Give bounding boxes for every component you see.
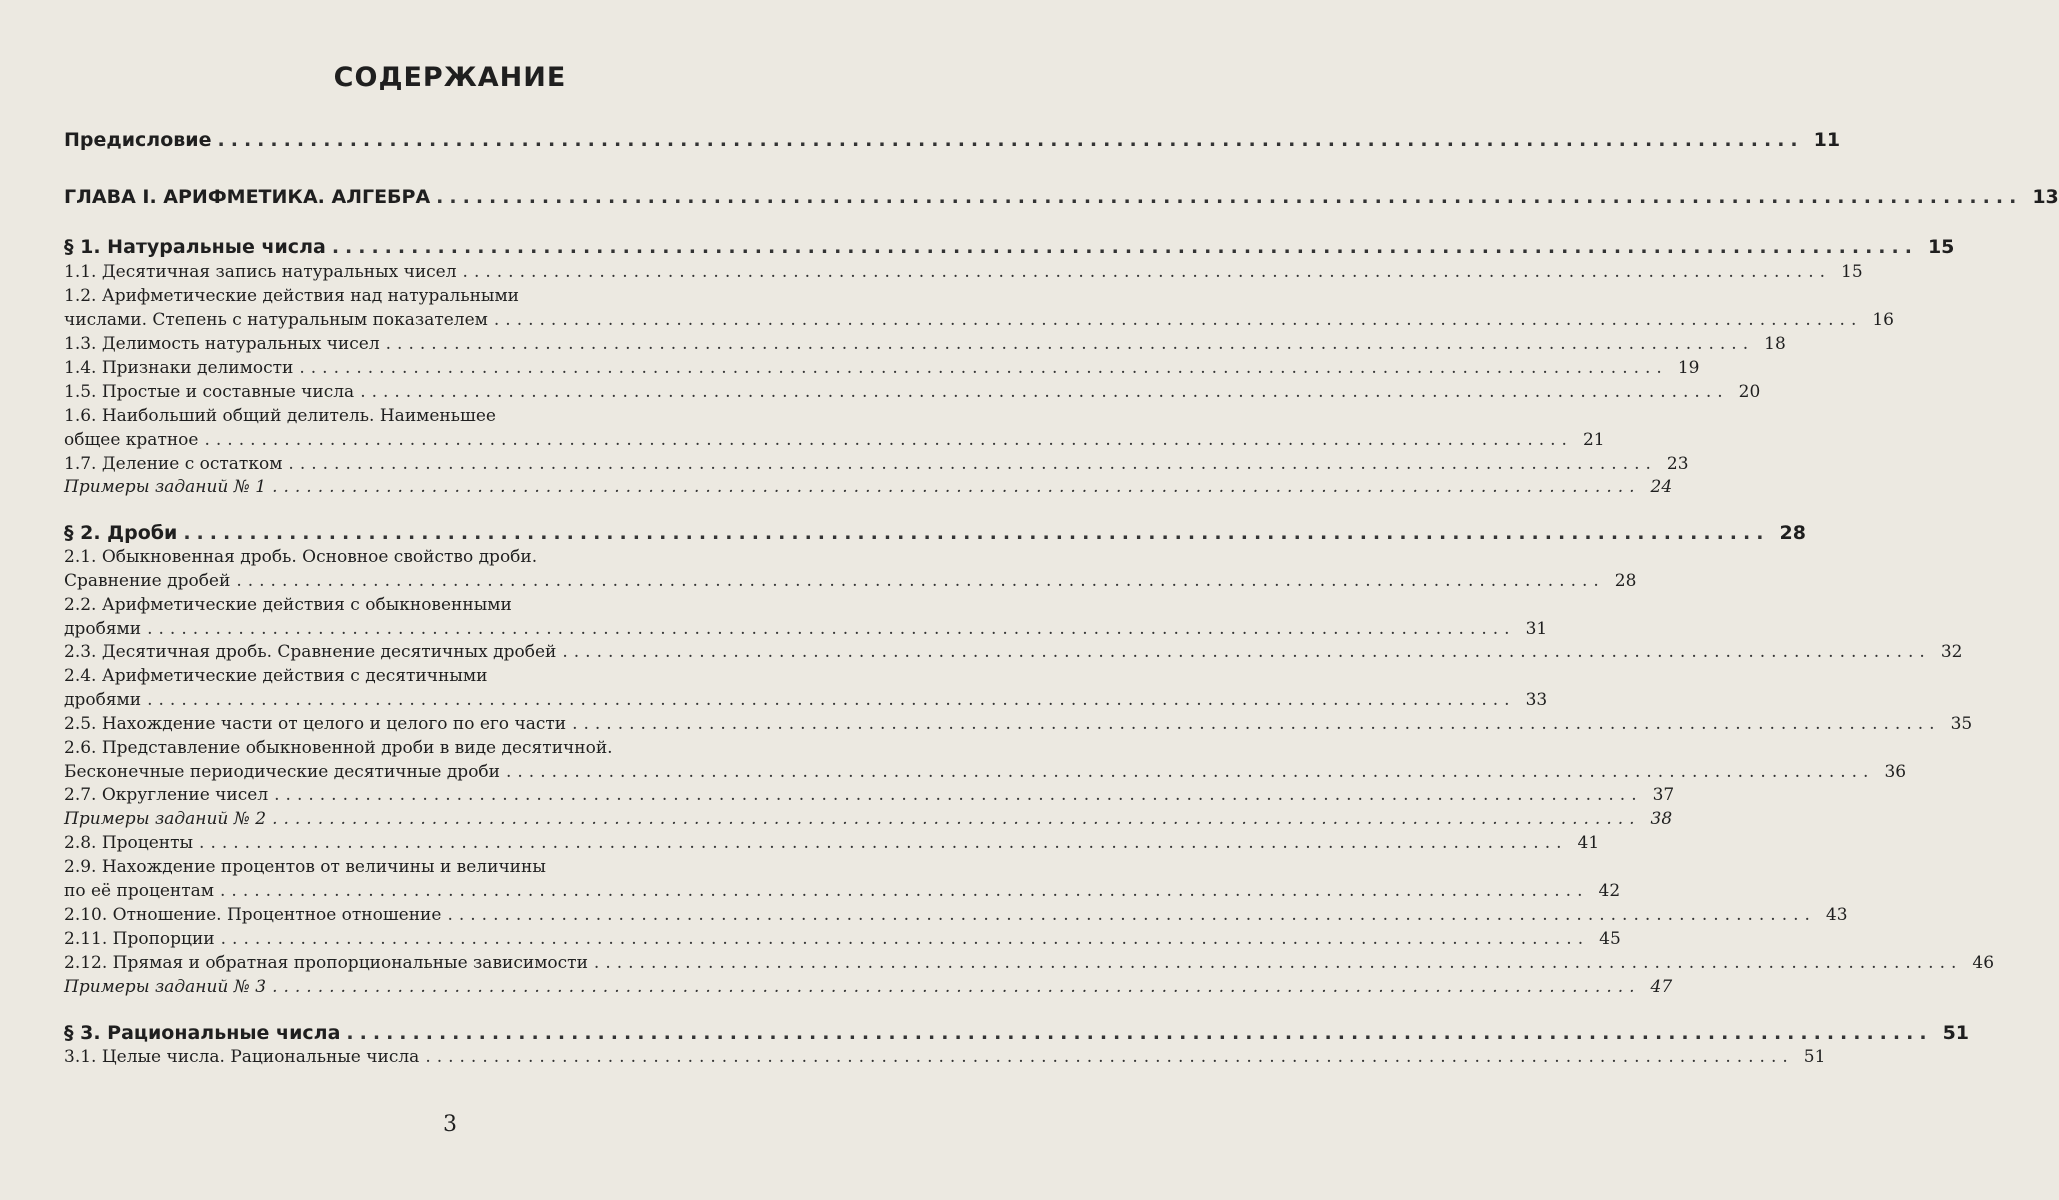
toc-entry xyxy=(64,685,1548,711)
toc-entry-page: 36 xyxy=(1884,762,1907,782)
toc-entry-page: 28 xyxy=(1779,522,1806,544)
dot-leader: ........................................................................................................................ xyxy=(147,690,1516,710)
toc-entry xyxy=(64,232,1955,258)
toc-entry-title: 1.7. Деление с остатком xyxy=(64,454,283,474)
toc-entry xyxy=(64,281,800,307)
dot-leader: ........................................................................................................................ xyxy=(217,129,1804,151)
dot-leader: ........................................................................................................................ xyxy=(493,310,1863,330)
toc-entry-title: 1.4. Признаки делимости xyxy=(64,358,294,378)
toc-entry xyxy=(64,257,1863,283)
dot-leader: ........................................................................................................................ xyxy=(199,833,1568,853)
dot-leader: ........................................................................................................................ xyxy=(572,714,1941,734)
toc-entry-title: 2.10. Отношение. Процентное отношение xyxy=(64,905,442,925)
toc-entry xyxy=(64,377,1761,403)
toc-entry-title: 2.8. Проценты xyxy=(64,833,194,853)
toc-entry-title: Примеры заданий № 3 xyxy=(64,977,267,997)
toc-entry-page: 16 xyxy=(1872,310,1894,330)
toc-entry-title: 2.3. Десятичная дробь. Сравнение десятичных дробей xyxy=(64,642,557,662)
toc-entry-page: 41 xyxy=(1577,833,1600,853)
toc-entry-title: числами. Степень с натуральным показателем xyxy=(64,310,488,330)
toc-entry xyxy=(64,780,1675,806)
dot-leader: ........................................................................................................................ xyxy=(385,334,1755,354)
toc-entry-page: 21 xyxy=(1582,430,1605,450)
toc-entry-title: § 2. Дроби xyxy=(64,522,178,544)
toc-entry-title: 1.1. Десятичная запись натуральных чисел xyxy=(64,262,457,282)
toc-entry-title: Примеры заданий № 1 xyxy=(64,477,267,497)
toc-entry xyxy=(64,425,1605,451)
toc-entry-page: 43 xyxy=(1825,905,1848,925)
toc-entry xyxy=(64,876,1621,902)
toc-entry-page: 37 xyxy=(1652,785,1675,805)
toc-entry-title: 2.7. Округление чисел xyxy=(64,785,269,805)
toc-entry-title: 1.5. Простые и составные числа xyxy=(64,382,355,402)
toc-entry-title: по её процентам xyxy=(64,881,215,901)
toc-entry-page: 42 xyxy=(1598,881,1621,901)
toc-entry xyxy=(64,828,1600,854)
toc-entry-page: 38 xyxy=(1650,809,1673,829)
dot-leader: ........................................................................................................................ xyxy=(272,809,1641,829)
toc-entry-title: 3.1. Целые числа. Рациональные числа xyxy=(64,1047,420,1067)
toc-entry xyxy=(64,401,800,427)
toc-entry-title: 1.3. Делимость натуральных чисел xyxy=(64,334,380,354)
dot-leader: ........................................................................................................................ xyxy=(236,571,1605,591)
toc-entry-title: 2.12. Прямая и обратная пропорциональные зависимости xyxy=(64,953,588,973)
dot-leader: ........................................................................................................................ xyxy=(183,522,1770,544)
toc-entry xyxy=(64,182,2059,208)
toc-entry xyxy=(64,637,1963,663)
toc-entry xyxy=(64,948,1995,974)
toc-entry xyxy=(64,804,1673,830)
toc-entry-title: 2.2. Арифметические действия с обыкновенными xyxy=(64,595,512,615)
toc-entry xyxy=(64,305,1894,331)
toc-entry-title: 2.4. Арифметические действия с десятичными xyxy=(64,666,488,686)
dot-leader: ........................................................................................................................ xyxy=(147,619,1516,639)
toc-entry-title: Сравнение дробей xyxy=(64,571,231,591)
toc-entry xyxy=(64,566,1637,592)
toc-entry-title: § 3. Рациональные числа xyxy=(64,1022,341,1044)
toc-entry xyxy=(64,590,800,616)
toc-entry-page: 15 xyxy=(1927,236,1955,258)
dot-leader: ........................................................................................................................ xyxy=(220,881,1589,901)
toc-entry-title: Бесконечные периодические десятичные дроби xyxy=(64,762,500,782)
dot-leader: ........................................................................................................................ xyxy=(593,953,1963,973)
toc-entry-title: 2.11. Пропорции xyxy=(64,929,215,949)
dot-leader: ........................................................................................................................ xyxy=(562,642,1931,662)
dot-leader: ........................................................................................................................ xyxy=(436,186,2023,208)
toc-entry xyxy=(64,1042,1826,1068)
toc-entry-page: 46 xyxy=(1972,953,1995,973)
toc-entry xyxy=(64,125,1841,151)
toc-entry-title: дробями xyxy=(64,690,142,710)
dot-leader: ........................................................................................................................ xyxy=(299,358,1668,378)
dot-leader: ........................................................................................................................ xyxy=(447,905,1816,925)
toc-entry-title: 2.6. Представление обыкновенной дроби в виде десятичной. xyxy=(64,738,613,758)
toc-entry xyxy=(64,472,1673,498)
toc-entry-page: 33 xyxy=(1525,690,1548,710)
dot-leader: ........................................................................................................................ xyxy=(360,382,1729,402)
toc-entry-title: 1.2. Арифметические действия над натуральными xyxy=(64,286,520,306)
toc-entry-page: 51 xyxy=(1942,1022,1970,1044)
dot-leader: ........................................................................................................................ xyxy=(425,1047,1794,1067)
dot-leader: ........................................................................................................................ xyxy=(506,762,1875,782)
toc-entry-title: 1.6. Наибольший общий делитель. Наименьшее xyxy=(64,406,496,426)
toc-entry-title: ГЛАВА I. АРИФМЕТИКА. АЛГЕБРА xyxy=(64,186,431,208)
dot-leader: ........................................................................................................................ xyxy=(272,477,1641,497)
toc-entry xyxy=(64,852,800,878)
dot-leader: ........................................................................................................................ xyxy=(288,454,1657,474)
toc-entry-page: 13 xyxy=(2032,186,2059,208)
toc-entry xyxy=(64,542,800,568)
toc-entry-title: общее кратное xyxy=(64,430,199,450)
dot-leader: ........................................................................................................................ xyxy=(346,1022,1933,1044)
toc-entry xyxy=(64,900,1848,926)
toc-entry-title: Примеры заданий № 2 xyxy=(64,809,267,829)
toc-entry-page: 11 xyxy=(1813,129,1841,151)
toc-entry xyxy=(64,353,1700,379)
toc-entry-page: 15 xyxy=(1841,262,1863,282)
toc-entry-title: § 1. Натуральные числа xyxy=(64,236,326,258)
toc-entry-page: 20 xyxy=(1738,382,1761,402)
toc-entry xyxy=(64,518,1806,544)
toc-entry xyxy=(64,709,1973,735)
toc-entry-page: 19 xyxy=(1677,358,1700,378)
toc-entry-page: 28 xyxy=(1614,571,1637,591)
toc-entry xyxy=(64,661,800,687)
toc-entry xyxy=(64,733,800,759)
toc-entry xyxy=(64,924,1621,950)
page-title: СОДЕРЖАНИЕ xyxy=(333,62,567,93)
toc-entry-page: 24 xyxy=(1650,477,1673,497)
dot-leader: ........................................................................................................................ xyxy=(331,236,1918,258)
toc-entry-page: 18 xyxy=(1764,334,1786,354)
toc-entry-page: 51 xyxy=(1803,1047,1826,1067)
dot-leader: ........................................................................................................................ xyxy=(220,929,1590,949)
toc-entry xyxy=(64,972,1673,998)
toc-entry-page: 32 xyxy=(1940,642,1963,662)
dot-leader: ........................................................................................................................ xyxy=(462,262,1832,282)
toc-entry-page: 31 xyxy=(1525,619,1548,639)
toc-entry-title: 2.1. Обыкновенная дробь. Основное свойство дроби. xyxy=(64,547,538,567)
toc-entry-page: 23 xyxy=(1666,454,1689,474)
toc-entry-title: 2.9. Нахождение процентов от величины и величины xyxy=(64,857,546,877)
toc-entry-title: Предисловие xyxy=(64,129,212,151)
toc-entry-title: дробями xyxy=(64,619,142,639)
toc-entry-page: 47 xyxy=(1650,977,1673,997)
page-number: 3 xyxy=(443,1112,457,1137)
dot-leader: ........................................................................................................................ xyxy=(204,430,1573,450)
toc-entry-title: 2.5. Нахождение части от целого и целого по его части xyxy=(64,714,567,734)
toc-entry-page: 35 xyxy=(1950,714,1973,734)
dot-leader: ........................................................................................................................ xyxy=(272,977,1641,997)
dot-leader: ........................................................................................................................ xyxy=(274,785,1643,805)
toc-entry xyxy=(64,329,1786,355)
toc-entry xyxy=(64,1018,1970,1044)
toc-entry-page: 45 xyxy=(1599,929,1621,949)
